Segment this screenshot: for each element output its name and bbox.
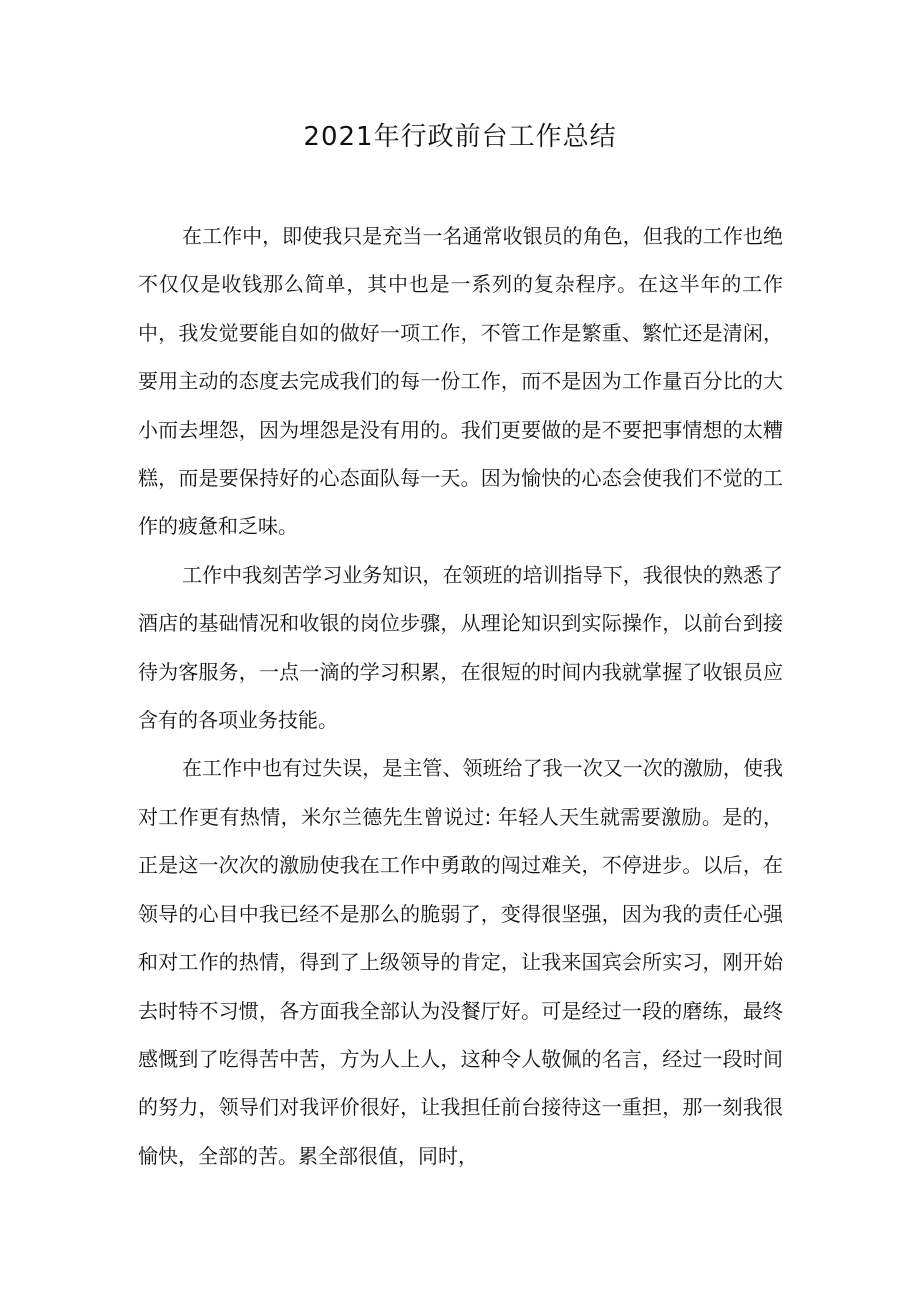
document-title: 2021年行政前台工作总结 [303,122,617,152]
paragraph: 在工作中也有过失误，是主管、领班给了我一次又一次的激励，使我对工作更有热情，米尔兰德先生曾说过: 年轻人天生就需要激励。是的，正是这一次次的激励使我在工作中勇敢的闯过难关，不停进步。以后，在领导的心目中我已经不是那么的脆弱了，变得很坚强，因为我的责任心强和对工作的热情，得到了上级领导的肯定，让我来国宾会所实习，刚开始去时特不习惯，各方面我全部认为没餐厅好。可是经过一段的磨练，最终感慨到了吃得苦中苦，方为人上人，这种令人敬佩的名言，经过一段时间的努力，领导们对我评价很好，让我担任前台接待这一重担，那一刻我很愉快，全部的苦。累全部很值，同时， [138,756,783,1168]
paragraph: 在工作中，即使我只是充当一名通常收银员的角色，但我的工作也绝不仅仅是收钱那么简单，其中也是一系列的复杂程序。在这半年的工作中，我发觉要能自如的做好一项工作，不管工作是繁重、繁忙还是清闲，要用主动的态度去完成我们的每一份工作，而不是因为工作量百分比的大小而去埋怨，因为埋怨是没有用的。我们更要做的是不要把事情想的太糟糕，而是要保持好的心态面队每一天。因为愉快的心态会使我们不觉的工作的疲惫和乏味。 [138,224,783,539]
paragraph: 工作中我刻苦学习业务知识，在领班的培训指导下，我很快的熟悉了酒店的基础情况和收银的岗位步骤，从理论知识到实际操作，以前台到接待为客服务，一点一滴的学习积累，在很短的时间内我就掌握了收银员应含有的各项业务技能。 [138,562,783,733]
document-body [138,212,783,1180]
